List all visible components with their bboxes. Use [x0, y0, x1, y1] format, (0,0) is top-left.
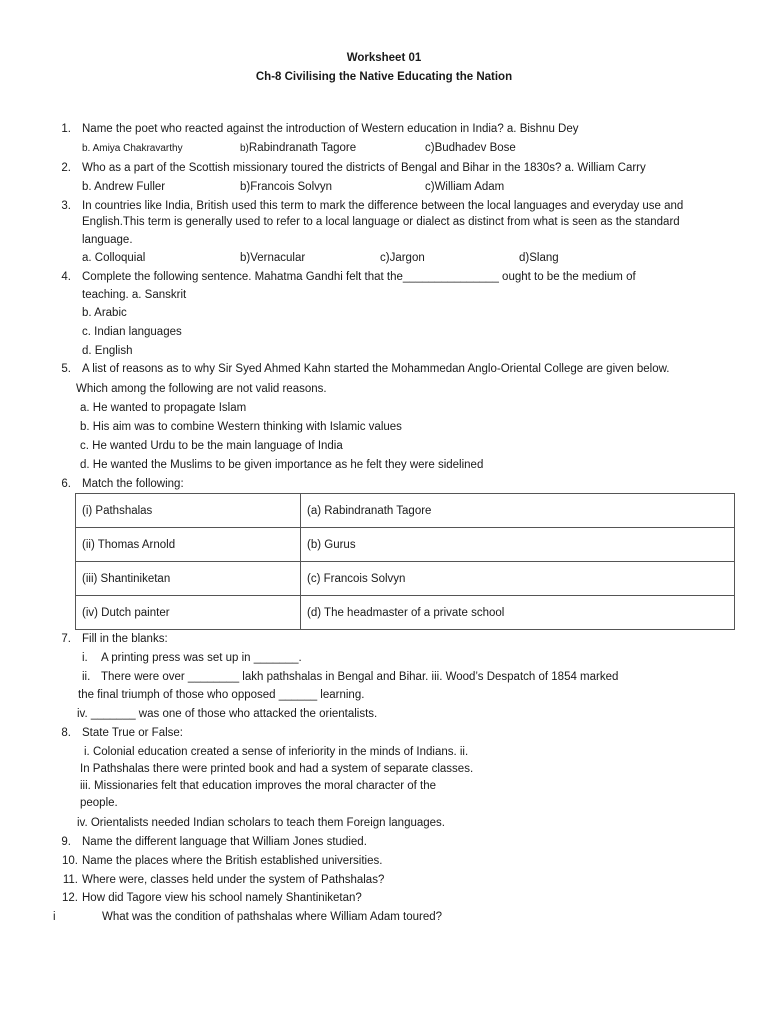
- q5-option-a: a. He wanted to propagate Islam: [80, 402, 247, 414]
- q4-option-b: b. Arabic: [82, 307, 127, 319]
- q8-number: 8.: [61, 727, 71, 739]
- q2-text: Who as a part of the Scottish missionary toured the districts of Bengal and Bihar in the 1830s? a. William Carry: [82, 162, 646, 174]
- q2-number: 2.: [61, 162, 71, 174]
- q8-line-2: In Pathshalas there were printed book and had a system of separate classes.: [80, 763, 474, 775]
- q12-number: 12.: [62, 892, 78, 904]
- q7-i-number: i.: [82, 652, 88, 664]
- q1-text: Name the poet who reacted against the introduction of Western education in India? a. Bishnu Dey: [82, 123, 579, 135]
- q4-line-1: Complete the following sentence. Mahatma Gandhi felt that the_______________ ought to be the medium of: [82, 271, 636, 283]
- match-right-cell: (a) Rabindranath Tagore: [301, 494, 735, 528]
- worksheet-title: Worksheet 01: [346, 52, 422, 64]
- q4-number: 4.: [61, 271, 71, 283]
- match-right-cell: (c) Francois Solvyn: [301, 562, 735, 596]
- table-row: [76, 596, 735, 630]
- match-right-cell: (d) The headmaster of a private school: [301, 596, 735, 630]
- q7-ii-line-2: the final triumph of those who opposed ______ learning.: [78, 689, 365, 701]
- q4-line-2: teaching. a. Sanskrit: [82, 289, 187, 301]
- chapter-title: Ch-8 Civilising the Native Educating the Nation: [255, 71, 513, 83]
- q3-number: 3.: [61, 200, 71, 212]
- q1-option-b: b. Amiya Chakravarthy: [82, 143, 183, 154]
- q1-number: 1.: [61, 123, 71, 135]
- q1-option-c: [240, 141, 356, 156]
- q3-option-d: d)Slang: [519, 252, 559, 264]
- q7-ii-number: ii.: [82, 671, 91, 683]
- q3-option-a: a. Colloquial: [82, 252, 146, 264]
- q8-line-4: people.: [80, 797, 118, 809]
- q8-text: State True or False:: [82, 727, 183, 739]
- q8-line-1: i. Colonial education created a sense of inferiority in the minds of Indians. ii.: [84, 746, 469, 758]
- q3-line-3: language.: [82, 234, 133, 246]
- match-left-cell: (iii) Shantiniketan: [76, 562, 301, 596]
- match-left-cell: (ii) Thomas Arnold: [76, 528, 301, 562]
- q5-option-b: b. His aim was to combine Western thinking with Islamic values: [80, 421, 402, 433]
- q7-text: Fill in the blanks:: [82, 633, 168, 645]
- match-table: [75, 493, 735, 630]
- match-left-cell: (iv) Dutch painter: [76, 596, 301, 630]
- q5-line-2: Which among the following are not valid reasons.: [76, 383, 327, 395]
- q8-line-3: iii. Missionaries felt that education improves the moral character of the: [80, 780, 437, 792]
- q2-option-c: b)Francois Solvyn: [240, 181, 333, 193]
- q5-option-d: d. He wanted the Muslims to be given importance as he felt they were sidelined: [80, 459, 484, 471]
- q7-number: 7.: [61, 633, 71, 645]
- q5-number: 5.: [61, 363, 71, 375]
- q10-text: Name the places where the British established universities.: [82, 855, 383, 867]
- q4-option-d: d. English: [82, 345, 133, 357]
- q6-text: Match the following:: [82, 478, 184, 490]
- q1-option-c-label: Rabindranath Tagore: [248, 142, 357, 154]
- q5-line-1: A list of reasons as to why Sir Syed Ahmed Kahn started the Mohammedan Anglo-Oriental College are given below.: [82, 363, 670, 375]
- q12-text: How did Tagore view his school namely Shantiniketan?: [82, 892, 362, 904]
- q11-number: 11.: [62, 874, 78, 886]
- match-right-cell: (b) Gurus: [301, 528, 735, 562]
- q13-number: i: [53, 911, 56, 923]
- q8-line-5: iv. Orientalists needed Indian scholars to teach them Foreign languages.: [77, 817, 445, 829]
- q7-i-text: A printing press was set up in _______.: [101, 652, 302, 664]
- q2-option-d: c)William Adam: [425, 181, 505, 193]
- q3-line-2: English.This term is generally used to refer to a local language or dialect as distinct from what is seen as the standard: [82, 216, 680, 228]
- q3-option-c: c)Jargon: [380, 252, 425, 264]
- q1-option-c-prefix: b): [240, 143, 249, 154]
- table-row: [76, 494, 735, 528]
- match-left-cell: (i) Pathshalas: [76, 494, 301, 528]
- table-row: [76, 562, 735, 596]
- q13-text: What was the condition of pathshalas where William Adam toured?: [102, 911, 443, 923]
- q7-ii-text: There were over ________ lakh pathshalas in Bengal and Bihar. iii. Wood’s Despatch of 1854 marked: [101, 671, 619, 683]
- table-row: [76, 528, 735, 562]
- q3-line-1: In countries like India, British used this term to mark the difference between the local languages and everyday use and: [82, 200, 684, 212]
- q11-text: Where were, classes held under the system of Pathshalas?: [82, 874, 385, 886]
- q1-option-d: c)Budhadev Bose: [425, 142, 516, 154]
- q9-text: Name the different language that William Jones studied.: [82, 836, 367, 848]
- q2-option-b: b. Andrew Fuller: [82, 181, 166, 193]
- q9-number: 9.: [61, 836, 71, 848]
- q4-option-c: c. Indian languages: [82, 326, 182, 338]
- q5-option-c: c. He wanted Urdu to be the main language of India: [80, 440, 343, 452]
- q10-number: 10.: [62, 855, 78, 867]
- q7-iv-text: iv. _______ was one of those who attacked the orientalists.: [77, 708, 378, 720]
- q6-number: 6.: [61, 478, 71, 490]
- q3-option-b: b)Vernacular: [240, 252, 306, 264]
